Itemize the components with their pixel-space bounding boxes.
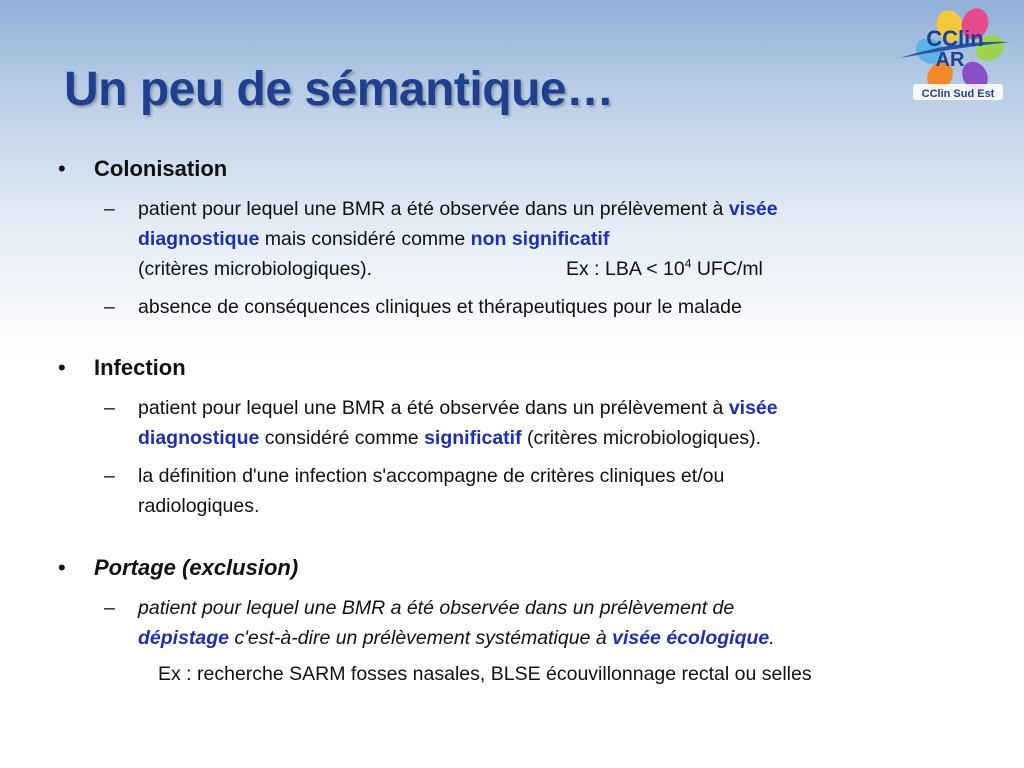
text: patient pour lequel une BMR a été observée dans un prélèvement de (138, 597, 735, 619)
highlight-visee-ecologique: visée écologique (612, 627, 770, 649)
heading-colonisation: Colonisation (94, 156, 228, 181)
dash: – (104, 296, 115, 318)
svg-text:CClin Sud Est: CClin Sud Est (921, 88, 995, 100)
dash: – (104, 465, 115, 487)
bullet-dot: • (58, 156, 66, 181)
highlight-significatif: significatif (424, 427, 522, 449)
bullet-dot: • (58, 355, 66, 380)
text: (critères microbiologiques). (521, 427, 762, 449)
highlight-visee: visée (728, 397, 778, 419)
highlight-depistage: dépistage (138, 627, 230, 649)
dash: – (104, 397, 115, 419)
text: mais considéré comme (259, 228, 471, 250)
slide-title: Un peu de sémantique… (64, 63, 614, 116)
svg-text:AR: AR (935, 49, 965, 71)
text: patient pour lequel une BMR a été observée dans un prélèvement à (138, 198, 729, 220)
highlight-diagnostique: diagnostique (138, 228, 260, 250)
text: c'est-à-dire un prélèvement systématique à (229, 627, 613, 649)
text: absence de conséquences cliniques et thérapeutiques pour le malade (138, 296, 742, 318)
dash: – (104, 597, 115, 619)
text: patient pour lequel une BMR a été observée dans un prélèvement à (138, 397, 729, 419)
cclin-logo (895, 6, 1015, 106)
portage-example (158, 659, 812, 689)
highlight-visee: visée (728, 198, 778, 220)
highlight-diagnostique: diagnostique (138, 427, 260, 449)
text: . (769, 627, 775, 649)
text: considéré comme (259, 427, 425, 449)
text: la définition d'une infection s'accompagne de critères cliniques et/ou (138, 465, 725, 487)
text: (critères microbiologiques). (138, 258, 373, 280)
heading-portage: Portage (exclusion) (94, 555, 299, 580)
bullet-dot: • (58, 555, 66, 580)
heading-infection: Infection (94, 355, 186, 380)
text: radiologiques. (138, 495, 260, 517)
text: Ex : recherche SARM fosses nasales, BLSE écouvillonnage rectal ou selles (158, 663, 812, 685)
lba-example: Ex : LBA < $10^4$ UFC/ml (566, 256, 763, 280)
dash: – (104, 198, 115, 220)
svg-text:CClin: CClin (926, 26, 984, 51)
highlight-non-significatif: non significatif (470, 228, 610, 250)
